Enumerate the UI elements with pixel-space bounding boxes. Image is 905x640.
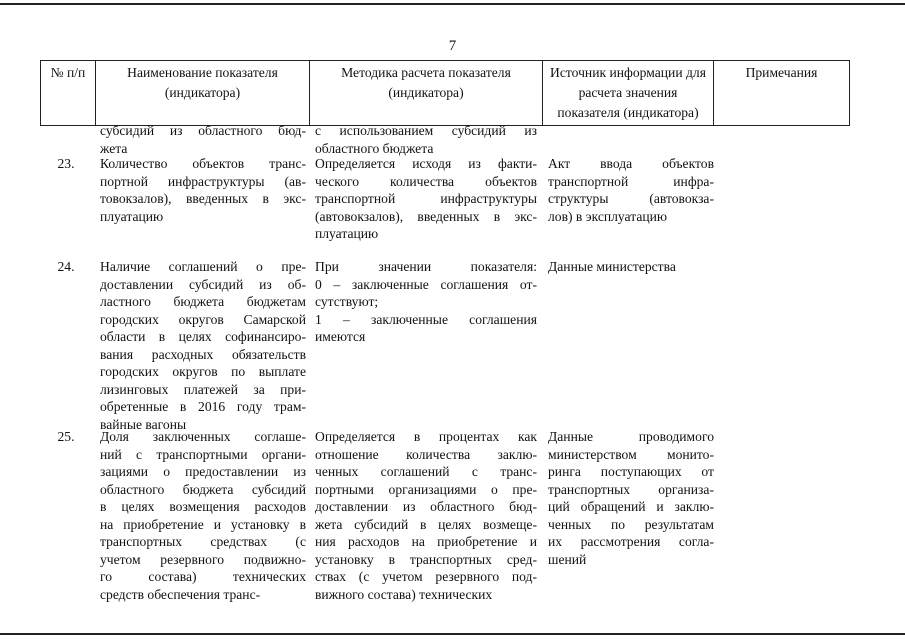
- text-line: Наличие соглашений о пре-: [100, 259, 306, 274]
- text-line: вания расходных обязательств: [100, 346, 306, 362]
- information-source-cell: [548, 258, 714, 276]
- text-line: вайные вагоны: [100, 416, 187, 432]
- text-line: Определяется исходя из факти-: [315, 156, 537, 171]
- text-line: структуры (автовокза-: [548, 191, 714, 206]
- text-line: лов) в эксплуатацию: [548, 208, 668, 224]
- indicator-name-cell: [100, 122, 306, 157]
- calculation-method-cell: [315, 258, 537, 346]
- text-line: ченных соглашений с транс-: [315, 464, 537, 479]
- header-indicator-name: Наименование показателя (индикатора): [96, 61, 310, 126]
- text-line: 1 – заключенные соглашения: [315, 311, 537, 327]
- text-line: в целях возмещения расходов: [100, 499, 306, 514]
- text-line: Данные министерства: [548, 259, 676, 274]
- text-line: плуатацию: [315, 226, 379, 241]
- header-notes: Примечания: [714, 61, 850, 126]
- text-line: зациями о предоставлении из: [100, 464, 306, 479]
- text-line: городских округов Самарской: [100, 311, 306, 327]
- text-line: жета субсидий в целях возмеще-: [315, 516, 537, 532]
- row-number: 25.: [57, 429, 75, 444]
- text-line: вижного состава) технических: [315, 586, 493, 602]
- row-number: 24.: [57, 259, 75, 274]
- bottom-rule: [0, 633, 905, 635]
- text-line: ствах (с учетом резервного под-: [315, 569, 537, 584]
- text-line: областного бюджета субсидий: [100, 481, 306, 497]
- row-number: 23.: [57, 156, 75, 171]
- text-line: ластного бюджета бюджетам: [100, 294, 306, 309]
- text-line: доставлении субсидий из об-: [100, 276, 306, 292]
- text-line: министерством монито-: [548, 446, 714, 462]
- text-line: Определяется в процентах как: [315, 429, 537, 444]
- text-line: (автовокзалов), введенных в экс-: [315, 208, 537, 224]
- indicator-name-cell: [100, 428, 306, 603]
- information-source-cell: [548, 155, 714, 225]
- text-line: ченных по результатам: [548, 516, 714, 532]
- text-line: транспортной инфраструктуры: [315, 191, 537, 206]
- text-line: субсидий из областного бюд-: [100, 123, 306, 138]
- top-rule: [0, 3, 905, 5]
- text-line: ний с транспортными органи-: [100, 446, 306, 462]
- text-line: плуатацию: [100, 208, 164, 224]
- text-line: установку в транспортных сред-: [315, 551, 537, 567]
- text-line: транспортной инфра-: [548, 173, 714, 189]
- text-line: имеются: [315, 329, 366, 344]
- page-number: 7: [448, 38, 457, 54]
- text-line: го состава) технических: [100, 569, 306, 584]
- text-line: сутствуют;: [315, 294, 379, 309]
- text-line: При значении показателя:: [315, 259, 537, 274]
- text-line: товокзалов), введенных в экс-: [100, 191, 306, 206]
- text-line: жета: [100, 140, 128, 156]
- text-line: портной инфраструктуры (ав-: [100, 173, 306, 189]
- text-line: областного бюджета: [315, 140, 434, 156]
- information-source-cell: [548, 428, 714, 568]
- text-line: с использованием субсидий из: [315, 123, 537, 138]
- header-information-source: Источник информации для расчета значения показателя (индикатора): [543, 61, 714, 126]
- text-line: Количество объектов транс-: [100, 156, 306, 171]
- calculation-method-cell: [315, 428, 537, 603]
- text-line: области в целях софинансиро-: [100, 329, 306, 344]
- indicator-table-header: [40, 60, 850, 126]
- calculation-method-cell: [315, 155, 537, 243]
- text-line: их рассмотрения согла-: [548, 534, 714, 549]
- text-line: на приобретение и установку в: [100, 516, 306, 532]
- text-line: городских округов по выплате: [100, 364, 306, 379]
- text-line: учетом резервного подвижно-: [100, 551, 306, 567]
- text-line: транспортных организа-: [548, 481, 714, 497]
- text-line: портными организациями о пре-: [315, 481, 537, 497]
- text-line: средств обеспечения транс-: [100, 586, 261, 602]
- text-line: ринга поступающих от: [548, 464, 714, 479]
- text-line: доставлении из областного бюд-: [315, 499, 537, 514]
- indicator-name-cell: [100, 258, 306, 433]
- calculation-method-cell: [315, 122, 537, 157]
- text-line: Доля заключенных соглаше-: [100, 429, 306, 444]
- text-line: шений: [548, 551, 587, 567]
- indicator-name-cell: [100, 155, 306, 225]
- header-calculation-method: Методика расчета показателя (индикатора): [310, 61, 543, 126]
- text-line: ния расходов на приобретение и: [315, 534, 537, 549]
- text-line: лизинговых платежей за при-: [100, 381, 306, 397]
- text-line: транспортных средствах (с: [100, 534, 306, 549]
- text-line: обретенные в 2016 году трам-: [100, 399, 306, 414]
- text-line: Акт ввода объектов: [548, 156, 714, 171]
- header-number: № п/п: [41, 61, 96, 126]
- text-line: 0 – заключенные соглашения от-: [315, 276, 537, 292]
- text-line: Данные проводимого: [548, 429, 714, 444]
- text-line: ческого количества объектов: [315, 173, 537, 189]
- text-line: отношение количества заклю-: [315, 446, 537, 462]
- text-line: ций обращений и заклю-: [548, 499, 714, 514]
